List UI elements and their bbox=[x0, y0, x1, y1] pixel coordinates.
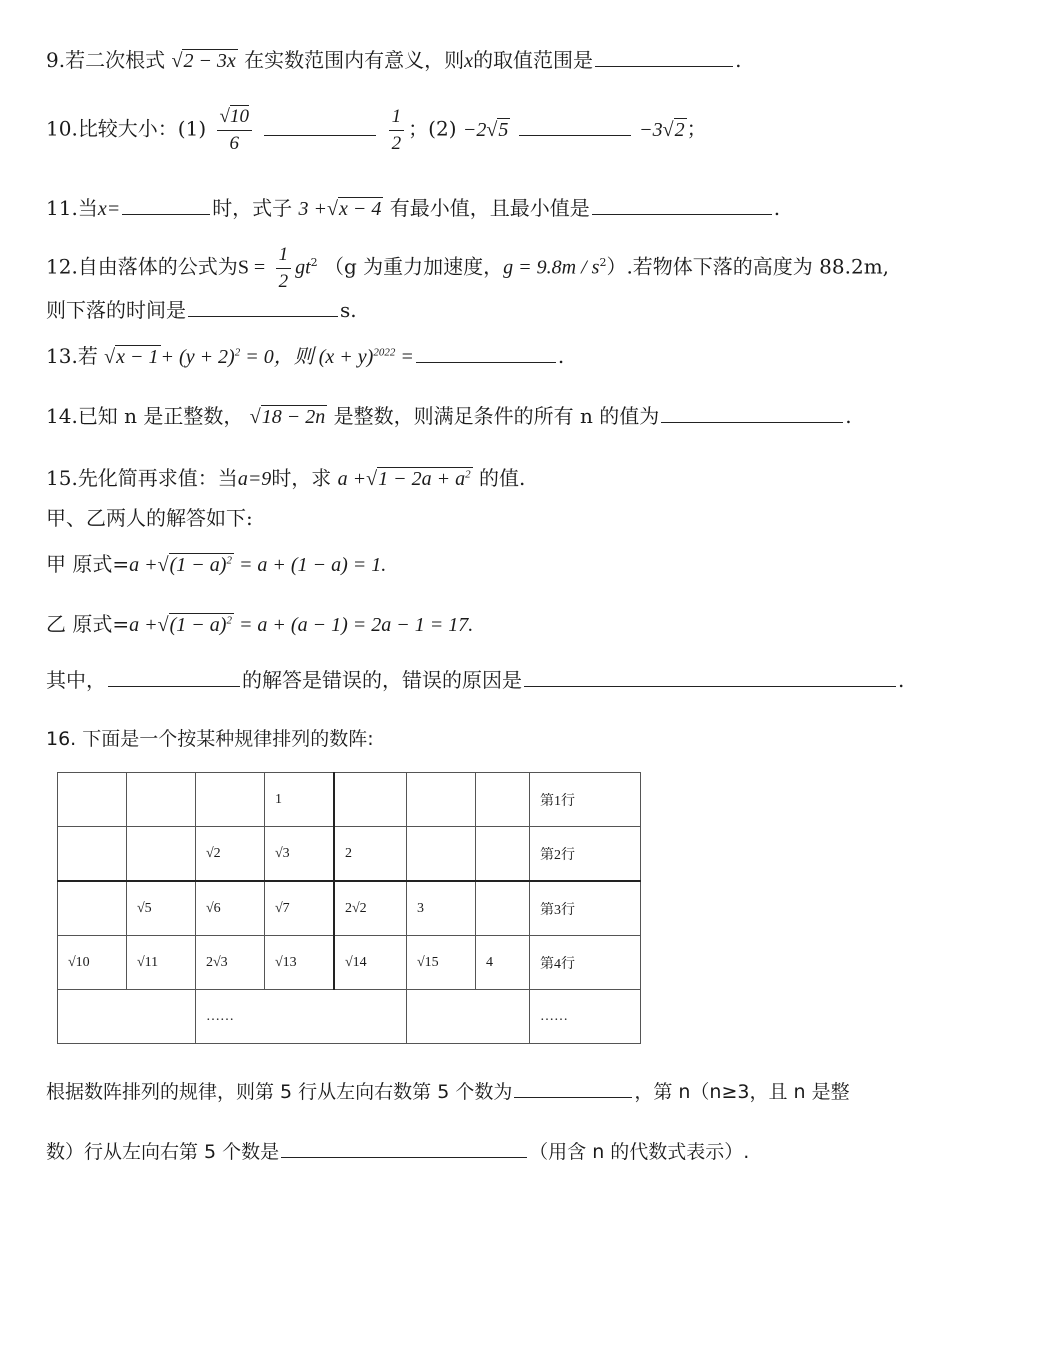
q10-end: ； bbox=[686, 116, 707, 141]
table-cell bbox=[58, 827, 127, 882]
q12-formula-tail: gt bbox=[295, 256, 311, 279]
question-16 bbox=[46, 724, 374, 751]
question-number: 16. bbox=[46, 728, 77, 750]
q13-radicand: x − 1 bbox=[116, 346, 159, 368]
q16-question-line-2 bbox=[46, 1137, 749, 1164]
table-cell bbox=[407, 773, 476, 827]
q15-radicand: 1 − 2a + a bbox=[378, 468, 466, 490]
table-cell bbox=[476, 881, 530, 936]
q13-end: . bbox=[557, 344, 565, 368]
table-cell: 2√2 bbox=[334, 881, 407, 936]
q15-jia-rest: = a + (1 − a) = 1. bbox=[238, 554, 387, 576]
q14-radicand: 18 − 2n bbox=[261, 406, 326, 428]
table-cell: √14 bbox=[334, 936, 407, 990]
table-cell: 第2行 bbox=[530, 827, 641, 882]
question-14 bbox=[46, 400, 852, 429]
table-cell: 1 bbox=[265, 773, 335, 827]
table-cell: 第4行 bbox=[530, 936, 641, 990]
q10-frac1-num: 10 bbox=[229, 106, 249, 127]
q11-radicand: x − 4 bbox=[339, 198, 382, 220]
q10-expr-a-coef: −2 bbox=[462, 118, 487, 141]
q12-frac bbox=[276, 242, 292, 294]
q12-frac-den: 2 bbox=[278, 270, 289, 292]
q15-text-a: 先化简再求值：当 bbox=[77, 466, 238, 490]
number-array-table bbox=[57, 772, 641, 1044]
q15-expr-pre: a + bbox=[337, 468, 367, 490]
table-cell: √3 bbox=[265, 827, 335, 882]
table-cell: √6 bbox=[196, 881, 265, 936]
q15-end: . bbox=[898, 668, 905, 692]
table-cell bbox=[127, 773, 196, 827]
q15-concl-a: 其中， bbox=[46, 668, 106, 692]
table-cell: √2 bbox=[196, 827, 265, 882]
q16-text-e: （用含 n 的代数式表示）. bbox=[529, 1141, 750, 1163]
q16-answer-blank-2[interactable] bbox=[281, 1138, 527, 1158]
q10-text-a: 比较大小：(1) bbox=[77, 116, 207, 141]
q14-sqrt: √18 − 2n bbox=[249, 406, 326, 428]
q10-answer-blank-1[interactable] bbox=[264, 115, 376, 136]
q15-text-c: 的值. bbox=[479, 466, 526, 490]
table-cell bbox=[58, 881, 127, 936]
q13-expr: $√x - 1 + (y + 2)^2 = 0$，则 $(x + y)^{2022}$ = bbox=[104, 346, 414, 368]
table-row bbox=[58, 773, 641, 827]
q15-answer-blank-1[interactable] bbox=[108, 666, 240, 687]
q16-text: 下面是一个按某种规律排列的数阵: bbox=[82, 728, 374, 750]
q15-jia-math: $a +√(1 - a)^2 = a + (1 - a) = 1$. bbox=[129, 554, 387, 576]
q13-exp2: 2022 bbox=[373, 346, 396, 359]
question-number: 9. bbox=[46, 48, 66, 72]
table-cell bbox=[476, 827, 530, 882]
q10-expr-b-coef: −3 bbox=[639, 118, 663, 141]
q11-answer-blank-2[interactable] bbox=[592, 194, 772, 215]
table-row bbox=[58, 881, 641, 936]
question-9 bbox=[46, 44, 741, 73]
table-cell: √13 bbox=[265, 936, 335, 990]
table-cell: 第1行 bbox=[530, 773, 641, 827]
q10-frac2-num: 1 bbox=[389, 104, 405, 131]
q12-unit: s. bbox=[340, 298, 357, 322]
table-cell: √11 bbox=[127, 936, 196, 990]
q15-yi-rad: (1 − a) bbox=[169, 614, 227, 636]
q10-frac2-den: 2 bbox=[391, 132, 402, 154]
q15-yi-exp: 2 bbox=[226, 614, 232, 627]
q15-text-b: 时，求 bbox=[271, 466, 332, 490]
q15-jia-label: 甲 原式= bbox=[46, 552, 130, 576]
q15-yi-rest: = a + (a − 1) = 2a − 1 = 17. bbox=[238, 614, 474, 636]
q14-answer-blank[interactable] bbox=[661, 402, 843, 423]
q16-text-c: ，第 n（n≥3，且 n 是整 bbox=[634, 1081, 850, 1103]
table-cell: 4 bbox=[476, 936, 530, 990]
q16-text-b: 根据数阵排列的规律，则第 5 行从左向右数第 5 个数为 bbox=[46, 1081, 513, 1103]
q13-expr-eq: = 0，则 bbox=[245, 346, 314, 368]
q14-text-a: 已知 n 是正整数， bbox=[77, 404, 244, 428]
q9-text-a: 若二次根式 bbox=[65, 48, 166, 72]
question-13 bbox=[46, 340, 564, 369]
q15-yi-label: 乙 原式= bbox=[46, 612, 130, 636]
table-row bbox=[58, 827, 641, 882]
q9-text-c: 的取值范围是 bbox=[473, 48, 594, 72]
table-cell: 2√3 bbox=[196, 936, 265, 990]
table-cell bbox=[334, 773, 407, 827]
q12-formula-lhs: S = bbox=[237, 256, 266, 279]
q11-text-b: 时，式子 bbox=[212, 196, 293, 220]
q15-jia-exp: 2 bbox=[226, 554, 232, 567]
table-cell: √10 bbox=[58, 936, 127, 990]
question-12-line-2 bbox=[46, 294, 357, 323]
q15-jia bbox=[46, 548, 386, 577]
q15-aval: a=9 bbox=[237, 468, 272, 490]
q12-text-a: 自由落体的公式为 bbox=[77, 254, 238, 279]
q15-rexp: 2 bbox=[465, 468, 471, 481]
q15-conclusion bbox=[46, 664, 904, 693]
table-cell: √15 bbox=[407, 936, 476, 990]
q10-answer-blank-2[interactable] bbox=[519, 115, 631, 136]
q15-expr: $a +√1 - 2a + a^2$ bbox=[337, 468, 471, 490]
q10-frac-1: $\frac{√10}{6}$ bbox=[217, 104, 252, 156]
table-cell bbox=[58, 990, 196, 1044]
question-12 bbox=[46, 242, 889, 294]
q15-jia-rad: (1 − a) bbox=[169, 554, 227, 576]
q13-expr-eq2: = bbox=[400, 346, 414, 368]
q13-expr-mid: + (y + 2) bbox=[160, 346, 235, 368]
question-number: 12. bbox=[46, 254, 78, 279]
q9-answer-blank[interactable] bbox=[595, 46, 733, 67]
q11-expr-pre: 3 + bbox=[298, 198, 328, 220]
q14-text-b: 是整数，则满足条件的所有 n 的值为 bbox=[333, 404, 660, 428]
question-10 bbox=[46, 104, 707, 156]
q11-answer-blank-1[interactable] bbox=[122, 194, 210, 215]
q16-question-line-1 bbox=[46, 1077, 850, 1104]
q12-text-d: 则下落的时间是 bbox=[46, 298, 186, 322]
table-row bbox=[58, 990, 641, 1044]
q11-var: x= bbox=[97, 198, 121, 220]
q11-expr: 3 +√x − 4 bbox=[298, 198, 382, 220]
table-cell bbox=[58, 773, 127, 827]
q15-yi-expr: a + bbox=[129, 614, 158, 636]
q10-sep: ；(2) bbox=[408, 116, 457, 141]
question-number: 10. bbox=[46, 116, 78, 141]
q12-formula-exp: 2 bbox=[310, 255, 318, 269]
table-cell bbox=[407, 990, 530, 1044]
question-number: 13. bbox=[46, 344, 78, 368]
table-cell: √7 bbox=[265, 881, 335, 936]
q9-text-b: 在实数范围内有意义，则 bbox=[244, 48, 465, 72]
q15-yi bbox=[46, 608, 473, 637]
table-cell: 第3行 bbox=[530, 881, 641, 936]
q16-answer-blank-1[interactable] bbox=[514, 1078, 632, 1098]
table-cell bbox=[407, 827, 476, 882]
q9-sqrt: √2 − 3x bbox=[171, 50, 236, 72]
q10-frac-2 bbox=[389, 104, 405, 156]
q9-end: . bbox=[735, 48, 742, 72]
q12-gexp: 2 bbox=[599, 255, 607, 269]
q14-end: . bbox=[845, 404, 852, 428]
q13-answer-blank[interactable] bbox=[416, 342, 556, 363]
q12-text-c: ）.若物体下落的高度为 88.2m, bbox=[606, 254, 890, 279]
q9-radicand: 2 − 3x bbox=[183, 50, 236, 72]
q10-expr-b-rad: 2 bbox=[674, 118, 685, 141]
table-cell: √5 bbox=[127, 881, 196, 936]
q10-frac1-den: 6 bbox=[229, 132, 239, 154]
q10-expr-b: −3√2 bbox=[639, 118, 685, 141]
q15-concl-b: 的解答是错误的，错误的原因是 bbox=[242, 668, 522, 692]
table-cell: …… bbox=[530, 990, 641, 1044]
q15-yi-math: $a +√(1 - a)^2 = a + (a - 1) = 2a - 1 = 17$. bbox=[129, 614, 474, 636]
q11-end: . bbox=[773, 196, 781, 220]
q15-answer-blank-2[interactable] bbox=[524, 666, 896, 687]
q12-answer-blank[interactable] bbox=[188, 296, 338, 317]
q10-expr-a: −2√5 bbox=[462, 118, 509, 141]
q12-gval: g = 9.8m / s bbox=[503, 256, 600, 279]
question-15 bbox=[46, 462, 525, 491]
table-cell: 3 bbox=[407, 881, 476, 936]
q15-intro: 甲、乙两人的解答如下: bbox=[46, 506, 253, 530]
q11-text-c: 有最小值，且最小值是 bbox=[389, 196, 590, 220]
question-number: 11. bbox=[46, 196, 78, 220]
q9-var: x bbox=[464, 50, 474, 72]
question-number: 14. bbox=[46, 404, 78, 428]
table-cell: …… bbox=[196, 990, 407, 1044]
q12-text-b: （g 为重力加速度， bbox=[324, 254, 504, 279]
question-11 bbox=[46, 192, 780, 221]
question-number: 15. bbox=[46, 466, 78, 490]
q11-text-a: 当 bbox=[77, 196, 98, 220]
q13-expr-b: (x + y) bbox=[318, 346, 374, 368]
table-cell: 2 bbox=[334, 827, 407, 882]
table-cell bbox=[476, 773, 530, 827]
q10-expr-a-rad: 5 bbox=[498, 118, 509, 141]
table-cell bbox=[196, 773, 265, 827]
q12-frac-num: 1 bbox=[276, 242, 292, 269]
table-row bbox=[58, 936, 641, 990]
table-cell bbox=[127, 827, 196, 882]
q13-exp1: 2 bbox=[234, 346, 241, 359]
q15-jia-expr: a + bbox=[129, 554, 158, 576]
q16-text-d: 数）行从左向右第 5 个数是 bbox=[46, 1141, 280, 1163]
q13-text-a: 若 bbox=[77, 344, 98, 368]
